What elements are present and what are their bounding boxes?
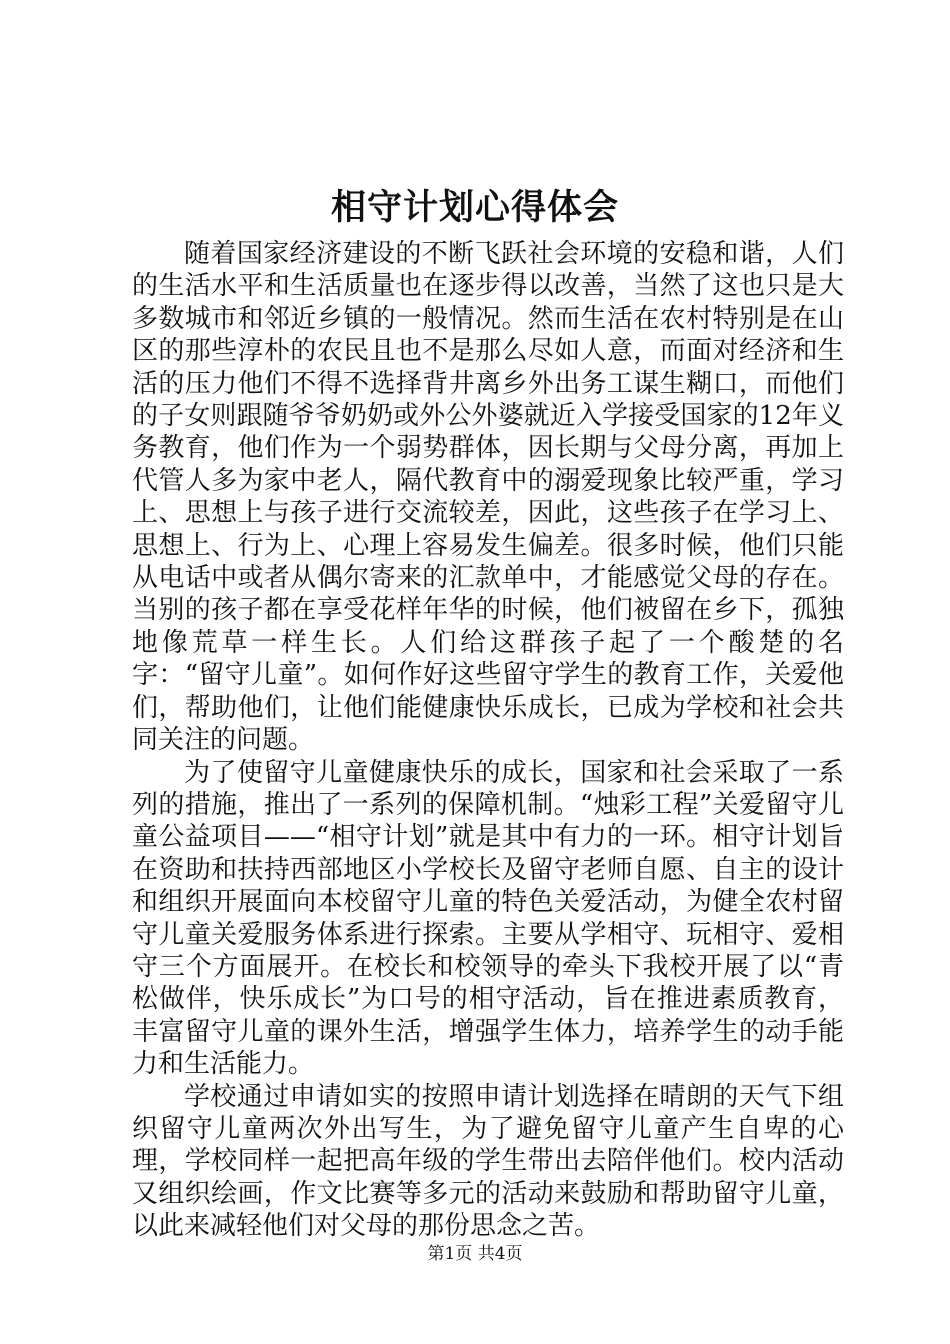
- page-number-footer: 第1页 共4页: [427, 1244, 523, 1264]
- document-body: [132, 238, 844, 1243]
- paragraph-3: 学校通过申请如实的按照申请计划选择在晴朗的天气下组织留守儿童两次外出写生，为了避免留守儿童产生自卑的心理，学校同样一起把高年级的学生带出去陪伴他们。校内活动又组织绘画，作文比赛等多元的活动来鼓励和帮助留守儿童，以此来减轻他们对父母的那份思念之苦。: [132, 1081, 844, 1242]
- paragraph-2: 为了使留守儿童健康快乐的成长，国家和社会采取了一系列的措施，推出了一系列的保障机制。“烛彩工程”关爱留守儿童公益项目——“相守计划”就是其中有力的一环。相守计划旨在资助和扶持西部地区小学校长及留守老师自愿、自主的设计和组织开展面向本校留守儿童的特色关爱活动，为健全农村留守儿童关爱服务体系进行探索。主要从学相守、玩相守、爱相守三个方面展开。在校长和校领导的牵头下我校开展了以“青松做伴，快乐成长”为口号的相守活动，旨在推进素质教育，丰富留守儿童的课外生活，增强学生体力，培养学生的动手能力和生活能力。: [132, 757, 844, 1080]
- document-title: 相守计划心得体会: [330, 187, 619, 228]
- paragraph-1: 随着国家经济建设的不断飞跃社会环境的安稳和谐，人们的生活水平和生活质量也在逐步得以改善，当然了这也只是大多数城市和邻近乡镇的一般情况。然而生活在农村特别是在山区的那些淳朴的农民且也不是那么尽如人意，而面对经济和生活的压力他们不得不选择背井离乡外出务工谋生糊口，而他们的子女则跟随爷爷奶奶或外公外婆就近入学接受国家的12年义务教育，他们作为一个弱势群体，因长期与父母分离，再加上代管人多为家中老人，隔代教育中的溺爱现象比较严重，学习上、思想上与孩子进行交流较差，因此，这些孩子在学习上、思想上、行为上、心理上容易发生偏差。很多时候，他们只能从电话中或者从偶尔寄来的汇款单中，才能感觉父母的存在。当别的孩子都在享受花样年华的时候，他们被留在乡下，孤独地像荒草一样生长。人们给这群孩子起了一个酸楚的名字：“留守儿童”。如何作好这些留守学生的教育工作，关爱他们，帮助他们，让他们能健康快乐成长，已成为学校和社会共同关注的问题。: [132, 239, 844, 756]
